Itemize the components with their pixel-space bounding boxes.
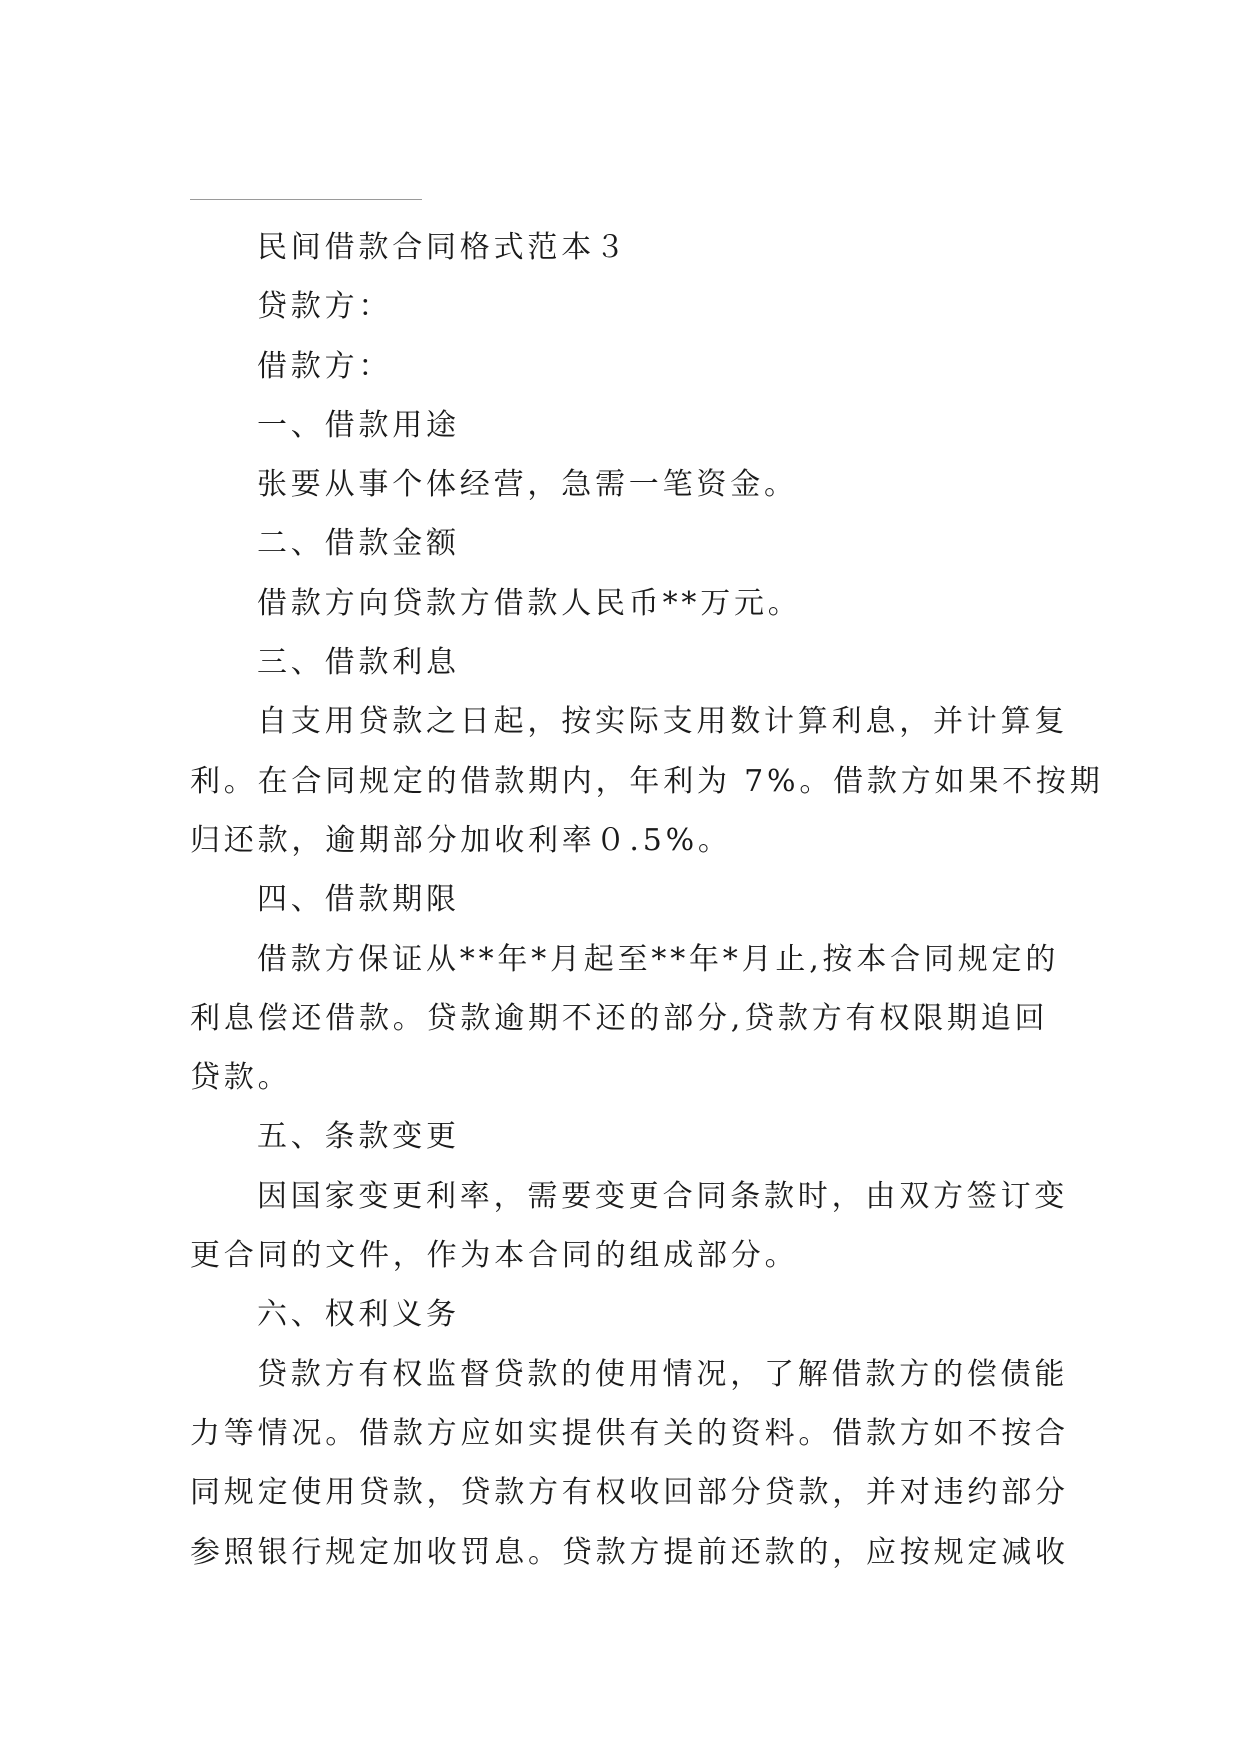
header-divider bbox=[190, 199, 422, 200]
paragraph-line: 力等情况。借款方应如实提供有关的资料。借款方如不按合 bbox=[190, 1415, 1069, 1451]
section-heading-purpose: 一、借款用途 bbox=[257, 407, 460, 443]
section-heading-term: 四、借款期限 bbox=[257, 882, 460, 918]
paragraph-line: 贷款。 bbox=[190, 1060, 292, 1096]
paragraph-line: 参照银行规定加收罚息。贷款方提前还款的，应按规定减收 bbox=[190, 1534, 1069, 1570]
paragraph-line: 自支用贷款之日起，按实际支用数计算利息，并计算复 bbox=[257, 704, 1069, 740]
section-heading-rights: 六、权利义务 bbox=[257, 1297, 460, 1333]
paragraph-line: 借款方向贷款方借款人民币**万元。 bbox=[257, 585, 802, 621]
section-heading-amount: 二、借款金额 bbox=[257, 526, 460, 562]
paragraph-line: 贷款方有权监督贷款的使用情况，了解借款方的偿债能 bbox=[257, 1356, 1069, 1392]
document-title: 民间借款合同格式范本３ bbox=[257, 230, 629, 265]
paragraph-line: 张要从事个体经营，急需一笔资金。 bbox=[257, 467, 798, 503]
section-heading-interest: 三、借款利息 bbox=[257, 645, 460, 681]
borrower-label: 借款方： bbox=[257, 348, 393, 384]
paragraph-line: 归还款，逾期部分加收利率０.5%。 bbox=[190, 822, 732, 858]
paragraph-line: 同规定使用贷款，贷款方有权收回部分贷款，并对违约部分 bbox=[190, 1475, 1069, 1511]
paragraph-line: 借款方保证从**年*月起至**年*月止,按本合同规定的 bbox=[257, 941, 1060, 977]
paragraph-line: 利。在合同规定的借款期内，年利为 7%。借款方如果不按期 bbox=[190, 763, 1104, 799]
paragraph-line: 因国家变更利率，需要变更合同条款时，由双方签订变 bbox=[257, 1178, 1069, 1214]
document-body bbox=[190, 218, 1104, 1582]
paragraph-line: 更合同的文件，作为本合同的组成部分。 bbox=[190, 1238, 799, 1274]
lender-label: 贷款方： bbox=[257, 289, 393, 325]
paragraph-line: 利息偿还借款。贷款逾期不还的部分,贷款方有权限期追回 bbox=[190, 1000, 1049, 1036]
section-heading-changes: 五、条款变更 bbox=[257, 1119, 460, 1155]
